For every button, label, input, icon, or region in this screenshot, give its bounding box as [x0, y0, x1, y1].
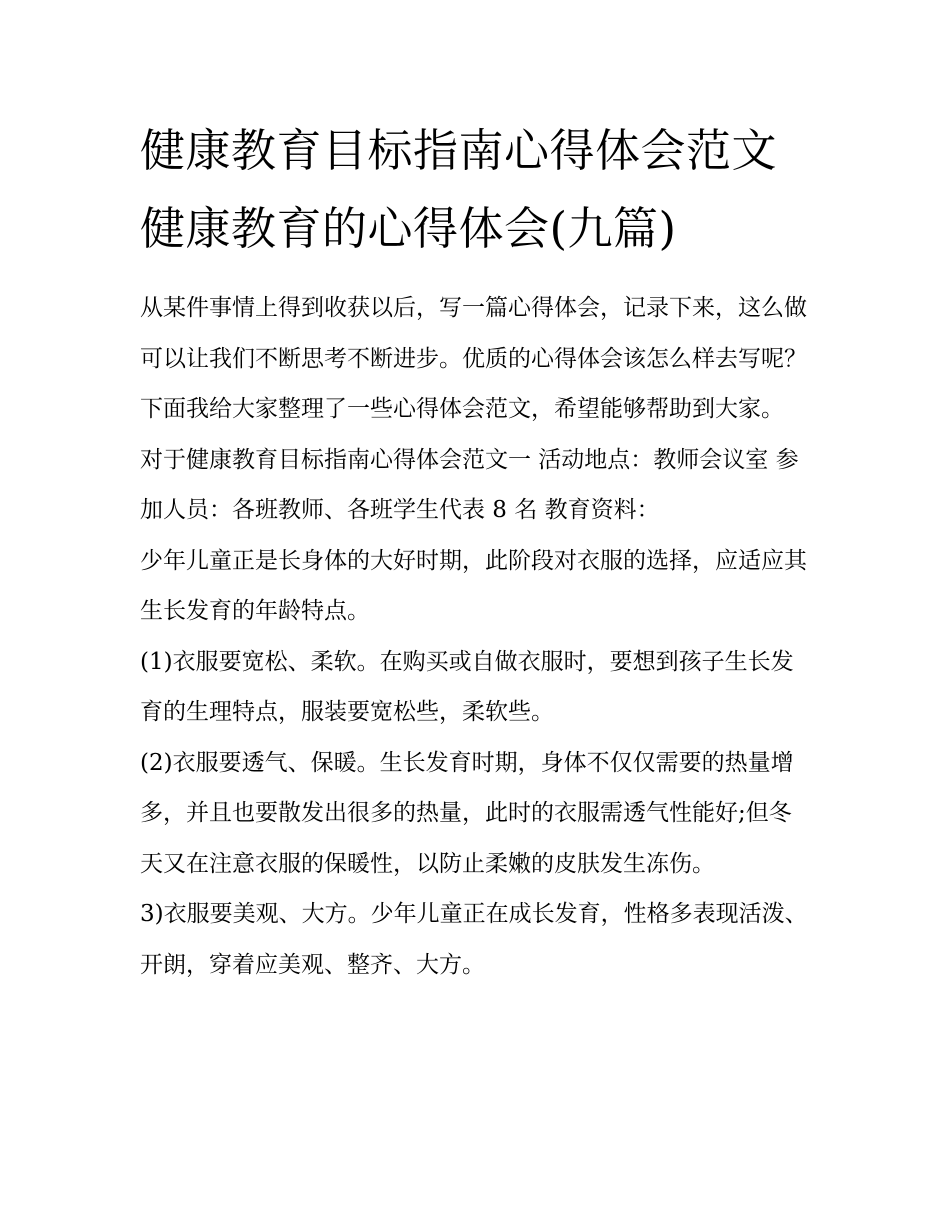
paragraph-point-2: (2)衣服要透气、保暖。生长发育时期，身体不仅仅需要的热量增多，并且也要散发出很多的热量，此时的衣服需透气性能好;但冬天又在注意衣服的保暖性，以防止柔嫩的皮肤发生冻伤。 [140, 749, 794, 877]
paragraph-growth-period: 少年儿童正是长身体的大好时期，此阶段对衣服的选择，应适应其生长发育的年龄特点。 [140, 547, 807, 624]
document-page [140, 112, 812, 990]
document-title: 健康教育目标指南心得体会范文 健康教育的心得体会(九篇) [140, 124, 778, 255]
paragraph-activity-info: 对于健康教育目标指南心得体会范文一 活动地点：教师会议室 参加人员：各班教师、各班学生代表 8 名 教育资料： [140, 446, 799, 523]
paragraph-point-3: 3)衣服要美观、大方。少年儿童正在成长发育，性格多表现活泼、开朗，穿着应美观、整齐、大方。 [140, 901, 808, 978]
paragraph-intro: 从某件事情上得到收获以后，写一篇心得体会，记录下来，这么做可以让我们不断思考不断进步。优质的心得体会该怎么样去写呢？下面我给大家整理了一些心得体会范文，希望能够帮助到大家。 [140, 295, 807, 422]
paragraph-point-1: (1)衣服要宽松、柔软。在购买或自做衣服时，要想到孩子生长发育的生理特点，服装要宽松些，柔软些。 [140, 648, 794, 725]
